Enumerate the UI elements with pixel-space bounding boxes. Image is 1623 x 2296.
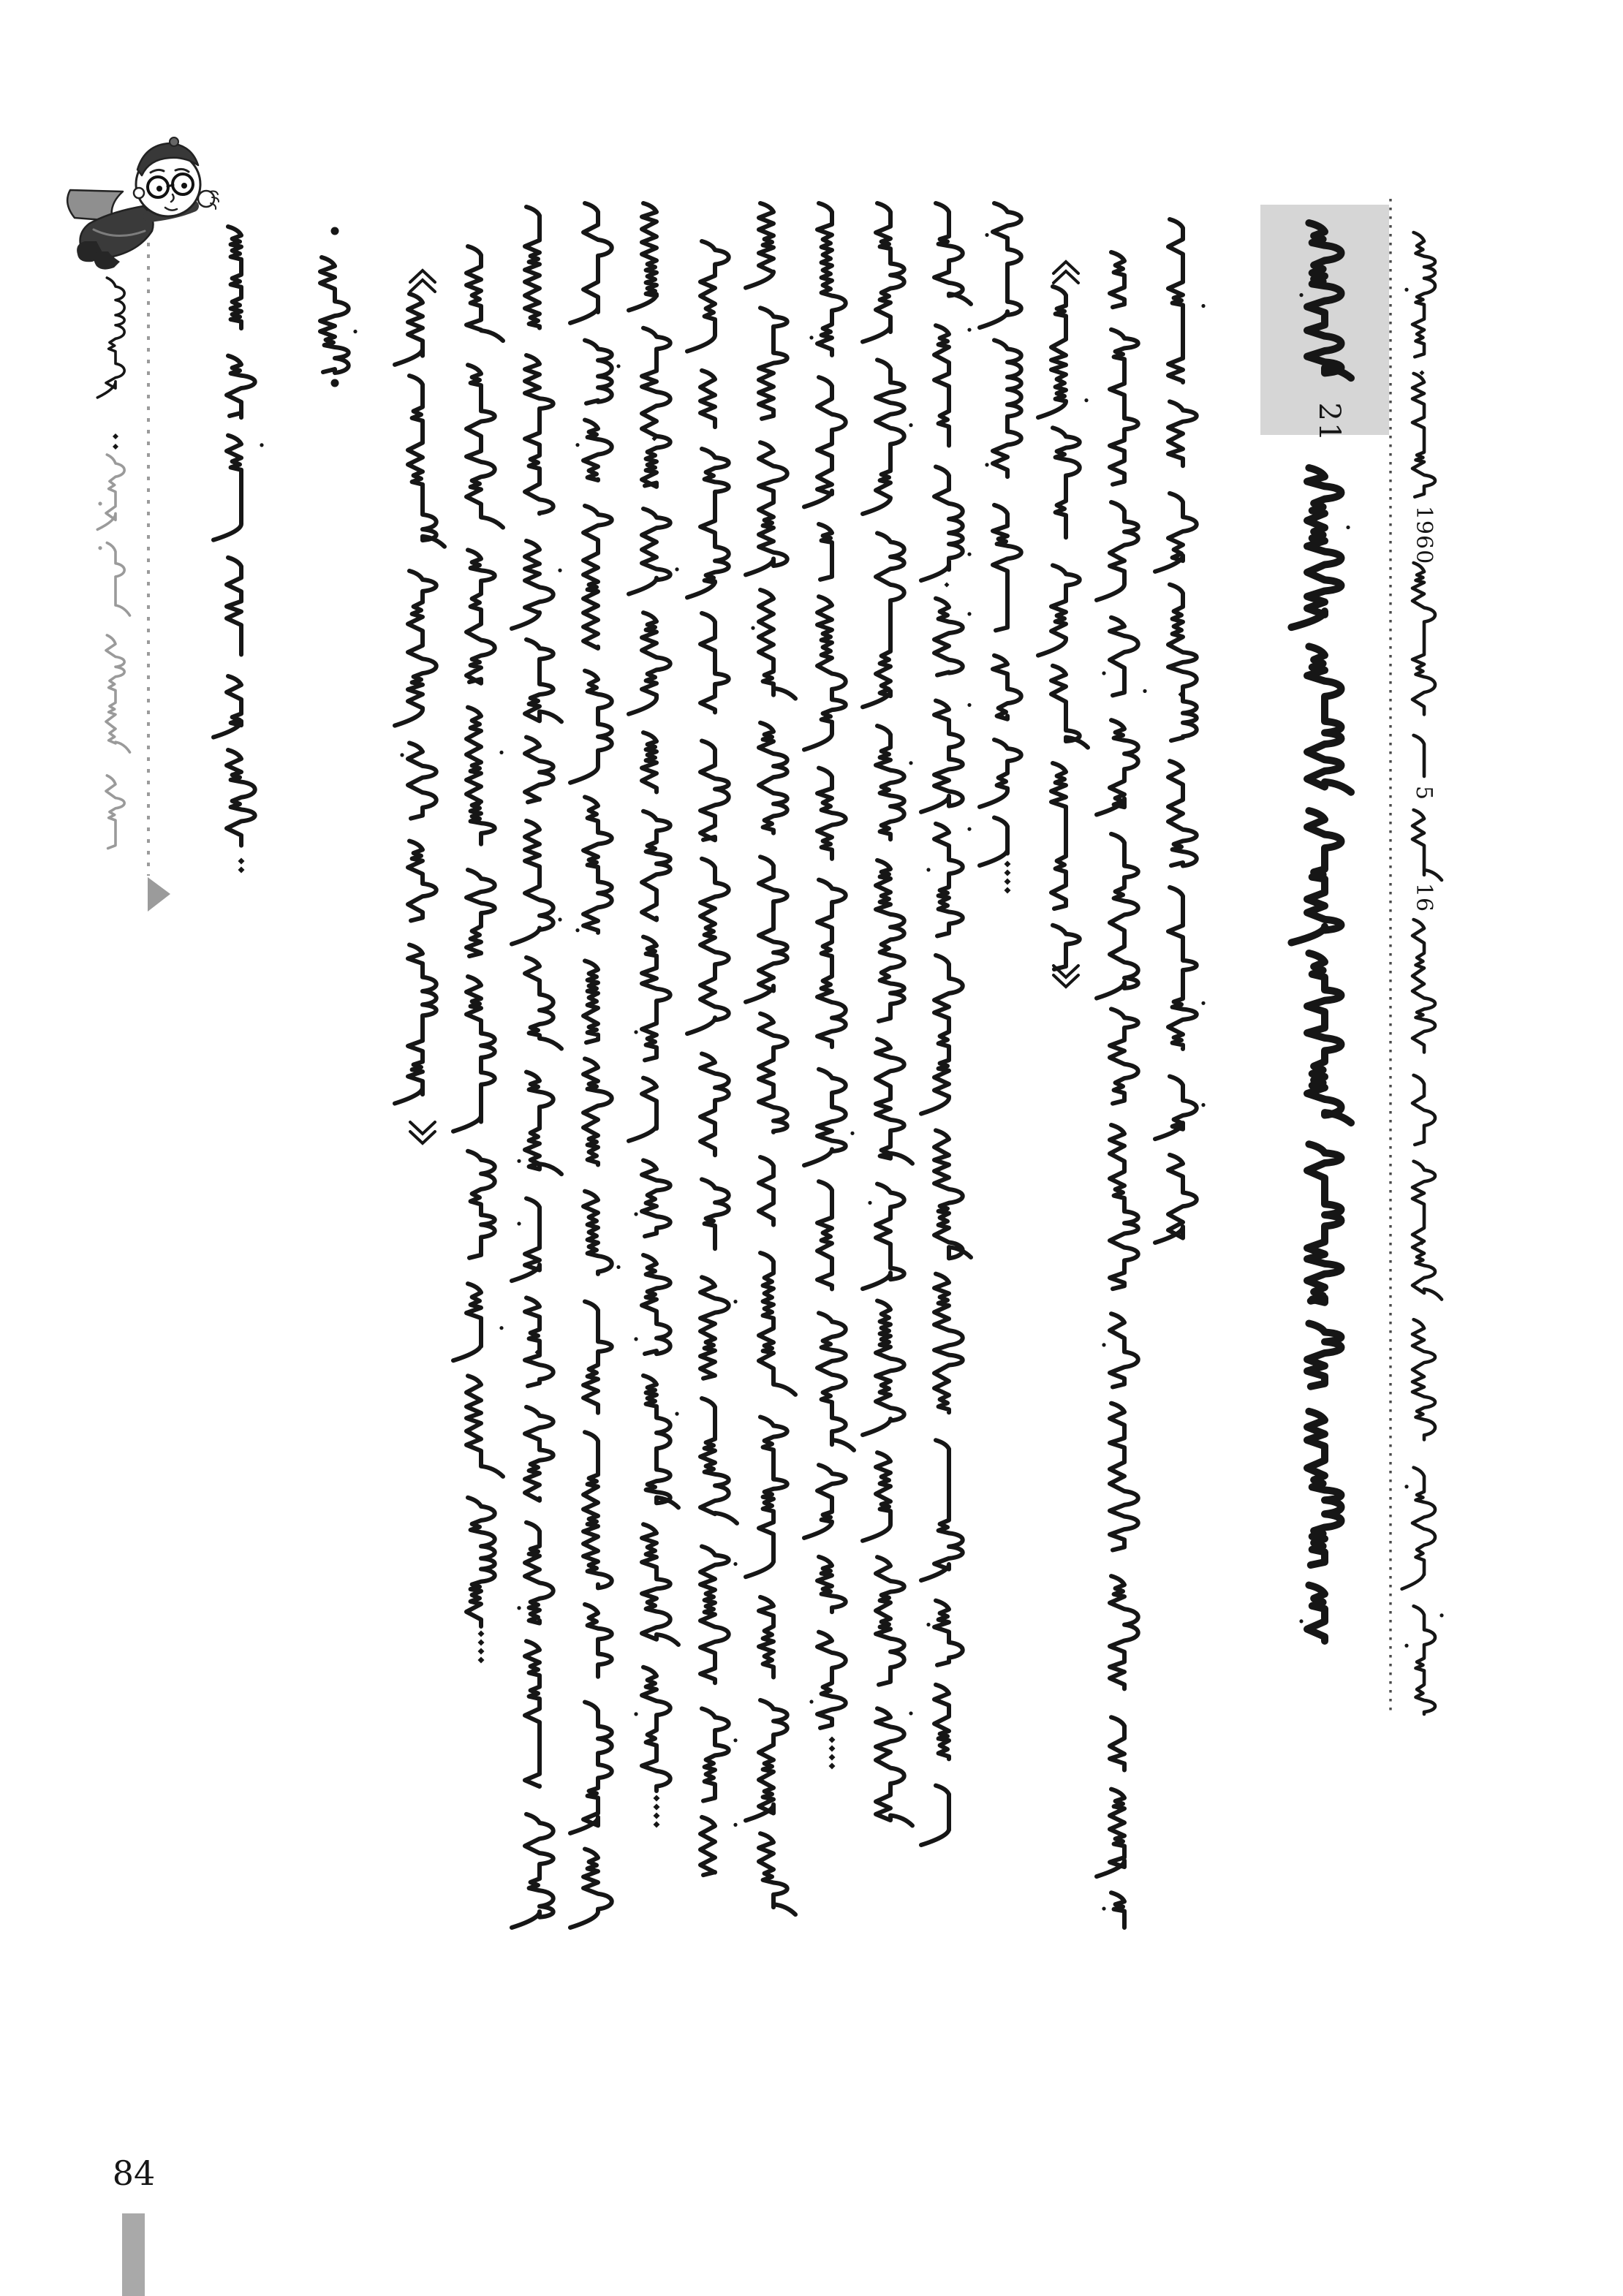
script-column-col-458 [320,257,357,373]
punctuation-dot [829,1746,836,1752]
right-triangle-arrow-icon [148,877,170,912]
script-column-col-578 [395,294,444,1104]
script-column-col-1618 [1155,219,1206,1243]
punctuation-dot [1420,371,1425,376]
bullet-dot [331,379,339,387]
script-column-col-818 [570,203,621,1928]
script-column-col-1058 [746,203,795,1914]
punctuation-dot [1420,1240,1425,1246]
mongolian-script-columns [97,203,1443,1928]
punctuation-dot [477,802,482,807]
punctuation-dot [829,1737,836,1743]
script-column-col-1378 [980,203,1021,865]
quote-open-mark [1053,262,1078,273]
punctuation-dot [652,436,657,442]
lesson-number: 21 [1312,402,1346,443]
script-column-col-1138 [804,203,855,1728]
punctuation-dot [654,1804,660,1811]
punctuation-dot [1005,879,1011,885]
script-column-citation [1402,232,1444,1714]
script-column-col-1538 [1097,252,1147,1928]
punctuation-dot [654,1813,660,1819]
punctuation-dot [113,433,118,439]
citation-day: 16 [1411,882,1437,913]
page-number: 84 [112,2153,156,2193]
quote-close-mark [410,1132,435,1143]
script-column-col-1458 [1038,287,1089,969]
quote-close-mark [1053,966,1078,977]
script-column-col-978 [687,241,738,1875]
script-column-mascot-note [97,278,129,849]
script-column-col-330 [213,227,264,846]
punctuation-dot [829,1754,836,1761]
script-column-col-1218 [863,203,913,1825]
flying-boy-glasses-mongolian-hat-icon [67,137,219,270]
footer-corner-bar [122,2213,145,2296]
punctuation-dot [1005,887,1011,894]
script-column-col-898 [629,203,679,1791]
punctuation-dot [654,1822,660,1828]
punctuation-dot [829,1763,836,1770]
lesson-number-box [1260,205,1389,435]
punctuation-dot [1179,692,1184,697]
punctuation-dot [238,867,245,874]
citation-month: 5 [1411,785,1437,801]
quote-open-mark [410,270,435,282]
quote-close-mark [1053,975,1078,987]
punctuation-dot [769,1094,774,1099]
punctuation-dot [654,1795,660,1802]
punctuation-dot [113,444,118,450]
punctuation-dot [535,1350,540,1355]
punctuation-dot [238,858,245,865]
punctuation-dot [478,1648,485,1655]
punctuation-dot [478,1657,485,1664]
script-column-col-658 [453,246,504,1626]
script-column-col-738 [512,207,562,1928]
quote-open-mark [410,280,435,292]
citation-year: 1960 [1411,505,1437,565]
punctuation-dot [1005,861,1011,868]
bullet-dot [331,227,339,235]
punctuation-dot [478,1631,485,1637]
punctuation-dot [945,583,950,588]
punctuation-dot [1005,870,1011,876]
quote-open-mark [1053,271,1078,283]
script-column-col-1298 [921,203,972,1845]
punctuation-dot [478,1640,485,1646]
quote-close-mark [410,1122,435,1134]
